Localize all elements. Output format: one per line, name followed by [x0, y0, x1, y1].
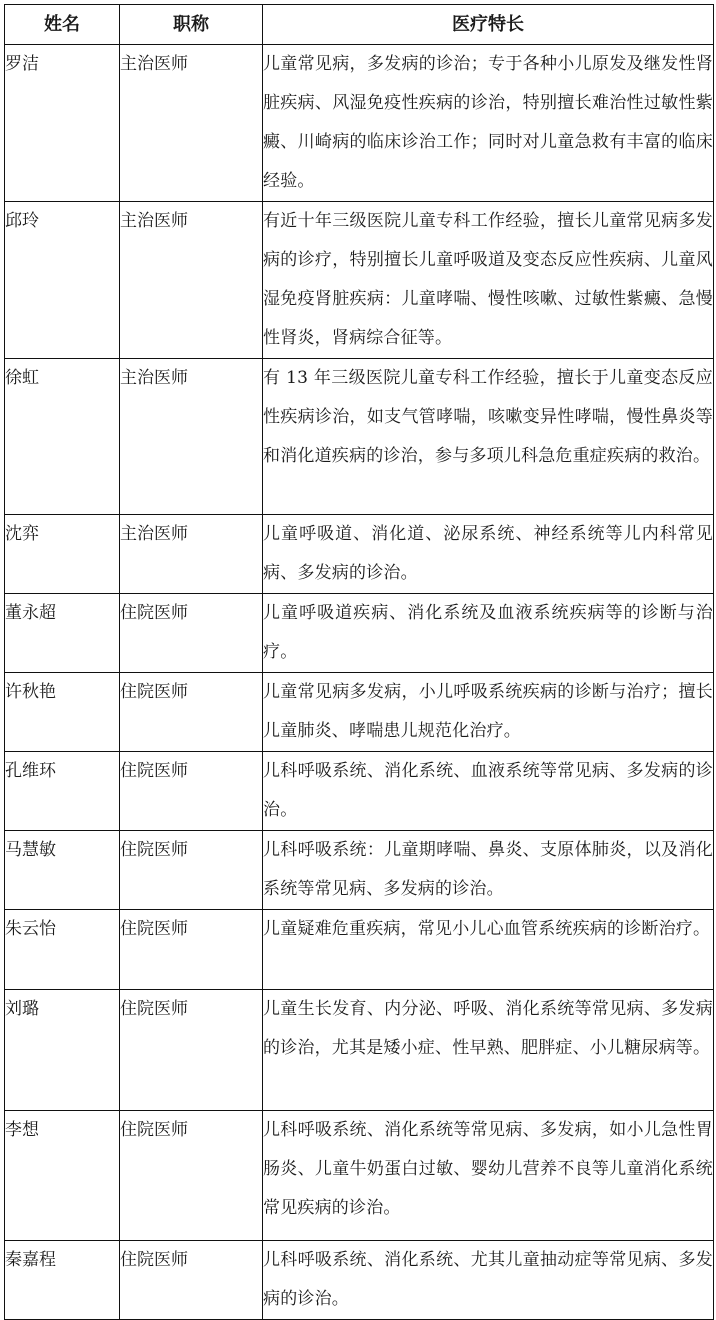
doctor-name-cell: 马慧敏	[5, 831, 120, 910]
doctor-title-cell: 主治医师	[120, 202, 263, 359]
doctor-title-cell: 住院医师	[120, 594, 263, 673]
doctor-specialty-cell: 儿童呼吸道疾病、消化系统及血液系统疾病等的诊断与治疗。	[263, 594, 714, 673]
doctor-specialty-cell: 儿童呼吸道、消化道、泌尿系统、神经系统等儿内科常见病、多发病的诊治。	[263, 515, 714, 594]
table-row	[5, 594, 714, 673]
doctor-title-cell: 住院医师	[120, 910, 263, 990]
table-row	[5, 990, 714, 1111]
doctor-name-cell: 李想	[5, 1111, 120, 1241]
doctor-title-cell: 主治医师	[120, 359, 263, 515]
table-row	[5, 831, 714, 910]
doctor-specialty-cell: 儿童常见病，多发病的诊治；专于各种小儿原发及继发性肾脏疾病、风湿免疫性疾病的诊治，特别擅长难治性过敏性紫癜、川崎病的临床诊治工作；同时对儿童急救有丰富的临床经验。	[263, 45, 714, 202]
doctor-specialty-cell: 儿童常见病多发病，小儿呼吸系统疾病的诊断与治疗；擅长儿童肺炎、哮喘患儿规范化治疗。	[263, 673, 714, 752]
doctor-specialty-cell: 儿科呼吸系统、消化系统等常见病、多发病，如小儿急性胃肠炎、儿童牛奶蛋白过敏、婴幼儿营养不良等儿童消化系统常见疾病的诊治。	[263, 1111, 714, 1241]
doctor-title-cell: 住院医师	[120, 1241, 263, 1320]
doctor-title-cell: 住院医师	[120, 1111, 263, 1241]
table-row	[5, 752, 714, 831]
doctor-name-cell: 邱玲	[5, 202, 120, 359]
doctor-name-cell: 徐虹	[5, 359, 120, 515]
table-body	[5, 45, 714, 1320]
doctor-specialty-cell: 儿科呼吸系统、消化系统、血液系统等常见病、多发病的诊治。	[263, 752, 714, 831]
doctor-title-cell: 主治医师	[120, 45, 263, 202]
doctor-name-cell: 董永超	[5, 594, 120, 673]
header-row	[5, 5, 714, 45]
doctor-title-cell: 住院医师	[120, 990, 263, 1111]
table-row	[5, 45, 714, 202]
doctor-title-cell: 主治医师	[120, 515, 263, 594]
doctor-specialty-cell: 有近十年三级医院儿童专科工作经验，擅长儿童常见病多发病的诊疗，特别擅长儿童呼吸道及变态反应性疾病、儿童风湿免疫肾脏疾病：儿童哮喘、慢性咳嗽、过敏性紫癜、急慢性肾炎，肾病综合征等。	[263, 202, 714, 359]
doctor-specialty-cell: 儿童生长发育、内分泌、呼吸、消化系统等常见病、多发病的诊治，尤其是矮小症、性早熟、肥胖症、小儿糖尿病等。	[263, 990, 714, 1111]
table-row	[5, 515, 714, 594]
doctor-name-cell: 罗洁	[5, 45, 120, 202]
header-title: 职称	[120, 5, 263, 45]
doctor-name-cell: 许秋艳	[5, 673, 120, 752]
doctor-name-cell: 沈弈	[5, 515, 120, 594]
doctor-specialty-cell: 儿科呼吸系统、消化系统、尤其儿童抽动症等常见病、多发病的诊治。	[263, 1241, 714, 1320]
doctor-specialty-cell: 儿科呼吸系统：儿童期哮喘、鼻炎、支原体肺炎，以及消化系统等常见病、多发病的诊治。	[263, 831, 714, 910]
table-row	[5, 202, 714, 359]
doctor-specialty-table	[4, 4, 714, 1320]
doctor-specialty-cell: 有 13 年三级医院儿童专科工作经验，擅长于儿童变态反应性疾病诊治，如支气管哮喘，咳嗽变异性哮喘，慢性鼻炎等和消化道疾病的诊治，参与多项儿科急危重症疾病的救治。	[263, 359, 714, 515]
doctor-title-cell: 住院医师	[120, 673, 263, 752]
doctor-name-cell: 孔维环	[5, 752, 120, 831]
table-row	[5, 1111, 714, 1241]
doctor-title-cell: 住院医师	[120, 752, 263, 831]
doctor-title-cell: 住院医师	[120, 831, 263, 910]
table-row	[5, 359, 714, 515]
header-specialty: 医疗特长	[263, 5, 714, 45]
doctor-specialty-cell: 儿童疑难危重疾病，常见小儿心血管系统疾病的诊断治疗。	[263, 910, 714, 990]
doctor-name-cell: 秦嘉程	[5, 1241, 120, 1320]
doctor-name-cell: 刘璐	[5, 990, 120, 1111]
table-row	[5, 673, 714, 752]
table-row	[5, 910, 714, 990]
doctor-name-cell: 朱云怡	[5, 910, 120, 990]
header-name: 姓名	[5, 5, 120, 45]
